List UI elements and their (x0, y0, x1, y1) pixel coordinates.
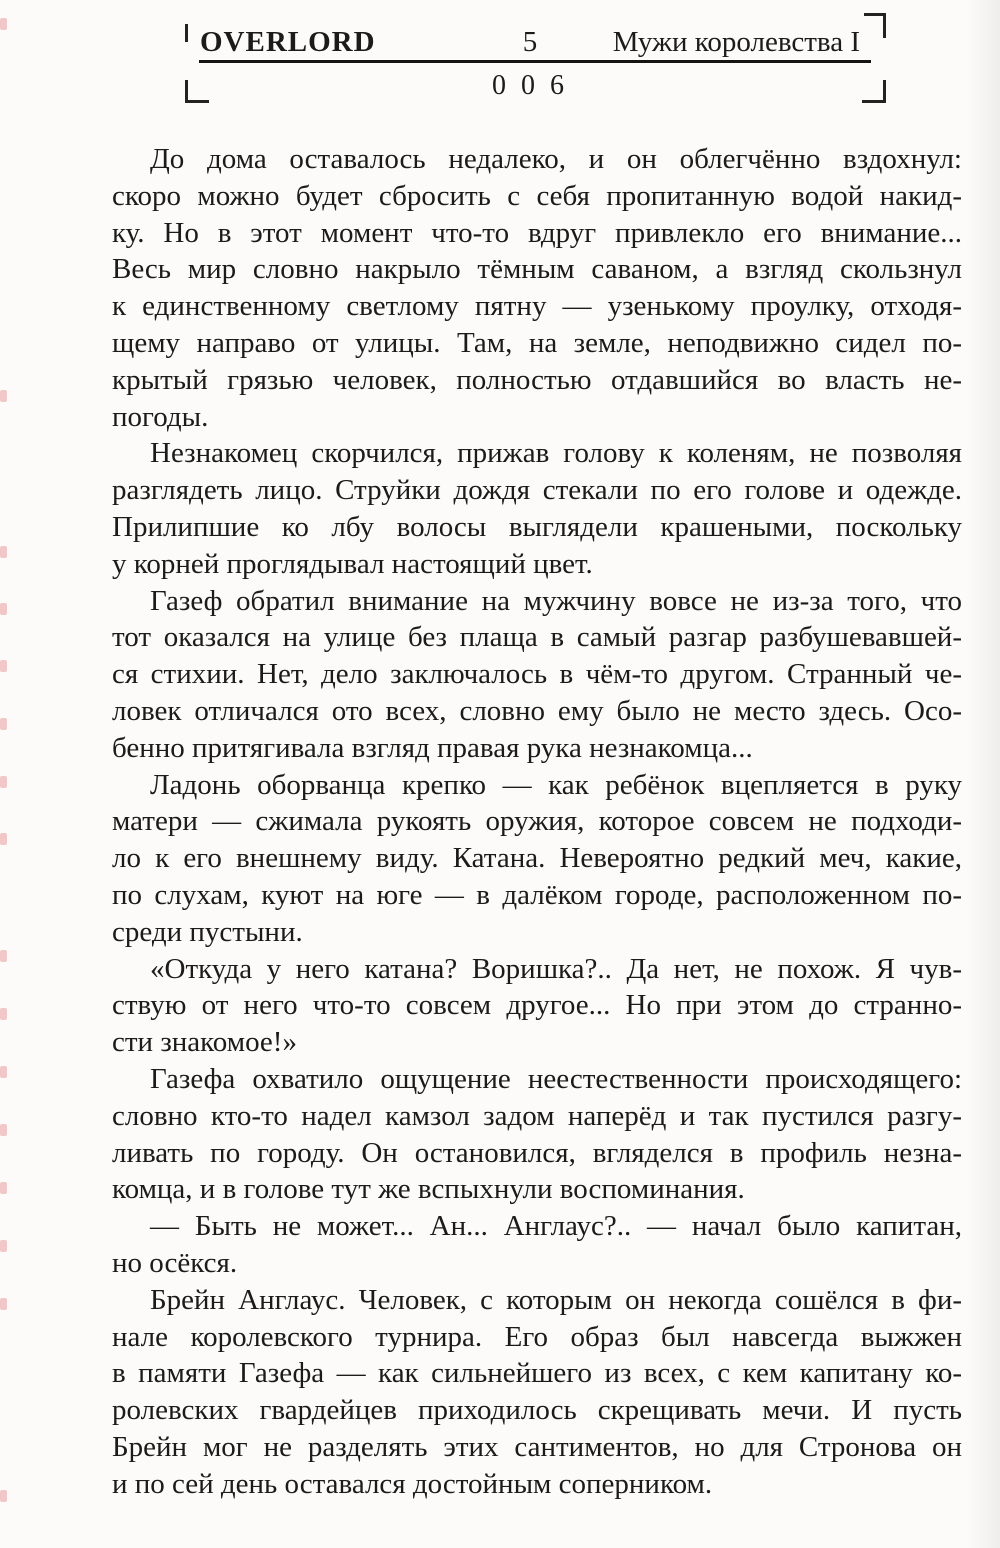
text-line: «Откуда у него катана? Воришка?.. Да нет, не похож. Я чув- (150, 952, 962, 985)
scan-edge-artifact (0, 660, 7, 672)
text-line: разглядеть лицо. Струйки дождя стекали по его голове и одежде. (112, 474, 962, 507)
crop-mark-top-right (864, 13, 886, 38)
text-line: тот оказался на улице без плаща в самый разгар разбушевавшей- (112, 621, 962, 654)
scan-edge-artifact (0, 1298, 7, 1310)
text-line: Газефа охватило ощущение неестественности происходящего: (150, 1062, 962, 1095)
text-line: Брейн Англаус. Человек, с которым он некогда сошёлся в фи- (150, 1283, 962, 1316)
header-chapter-title: Мужи королевства I (612, 26, 860, 58)
text-line: погоды. (112, 400, 209, 433)
scan-edge-artifact (0, 546, 7, 558)
text-line: Брейн мог не разделять этих сантиментов, но для Стронова он (112, 1430, 962, 1463)
text-line: комца, и в голове тут же вспыхнули воспоминания. (112, 1173, 745, 1206)
header-page-number: 5 (522, 26, 538, 58)
text-line: До дома оставалось недалеко, и он облегчённо вздохнул: (150, 143, 962, 175)
scan-edge-artifact (0, 1066, 7, 1078)
text-line: Прилипшие ко лбу волосы выглядели крашеными, поскольку (112, 510, 962, 543)
running-header (200, 26, 860, 58)
text-line: скоро можно будет сбросить с себя пропитанную водой накид- (112, 179, 962, 212)
text-line: бенно притягивала взгляд правая рука незнакомца... (112, 731, 753, 764)
scan-edge-shade (966, 0, 1000, 1548)
text-line: матери — сжимала рукоять оружия, которое совсем не подходи- (112, 805, 962, 838)
text-line: Ладонь оборванца крепко — как ребёнок вцепляется в руку (150, 768, 962, 801)
text-line: ку. Но в этот момент что-то вдруг привлекло его внимание... (112, 216, 962, 249)
text-line: но осёкся. (112, 1246, 238, 1279)
scan-edge-artifact (0, 390, 7, 402)
text-line: щему направо от улицы. Там, на земле, неподвижно сидел по- (112, 326, 962, 359)
text-line: ловек отличался ото всех, словно ему было не место здесь. Осо- (112, 694, 962, 727)
text-line: словно кто-то надел камзол задом наперёд и так пустился разгу- (112, 1099, 962, 1132)
crop-mark-top-left (185, 24, 188, 42)
scan-edge-artifact (0, 718, 7, 730)
body-text (112, 141, 962, 1502)
text-line: — Быть не может... Ан... Англаус?.. — начал было капитан, (150, 1210, 962, 1243)
text-line: Газеф обратил внимание на мужчину вовсе не из-за того, что (150, 584, 962, 617)
text-line: по слухам, куют на юге — в далёком городе, расположенном по- (112, 878, 962, 911)
header-rule (199, 60, 871, 63)
text-line: ливать по городу. Он остановился, вгляделся в профиль незна- (112, 1136, 962, 1169)
header-series-title: OVERLORD (200, 26, 376, 58)
scan-edge-artifact (0, 1008, 7, 1020)
text-line: ролевских гвардейцев приходилось скрещивать мечи. И пусть (112, 1394, 962, 1427)
text-line: ся стихии. Нет, дело заключалось в чём-то другом. Странный че- (112, 658, 962, 691)
scan-edge-artifact (0, 833, 7, 845)
scan-edge-artifact (0, 950, 7, 962)
scan-edge-artifact (0, 1182, 7, 1194)
scan-edge-artifact (0, 1124, 7, 1136)
scan-edge-artifact (0, 776, 7, 788)
text-line: и по сей день оставался достойным соперником. (112, 1467, 713, 1500)
folio-number: 0 0 6 (492, 70, 568, 101)
text-line: к единственному светлому пятну — узенькому проулку, отходя- (112, 290, 962, 323)
text-line: нале королевского турнира. Его образ был навсегда выжжен (112, 1320, 962, 1353)
text-line: сти знакомое!» (112, 1026, 297, 1059)
scan-edge-artifact (0, 1240, 7, 1252)
scan-edge-artifact (0, 18, 7, 30)
crop-mark-bottom-right (862, 80, 886, 103)
scan-edge-artifact (0, 603, 7, 615)
text-line: Весь мир словно накрыло тёмным саваном, а взгляд скользнул (112, 253, 962, 286)
text-line: в памяти Газефа — как сильнейшего из всех, с кем капитану ко- (112, 1357, 962, 1390)
scan-edge-artifact (0, 1490, 7, 1502)
text-line: крытый грязью человек, полностью отдавшийся во власть не- (112, 363, 962, 396)
text-line: Незнакомец скорчился, прижав голову к коленям, не позволяя (150, 437, 962, 470)
text-line: среди пустыни. (112, 915, 303, 948)
text-line: у корней проглядывал настоящий цвет. (112, 547, 593, 580)
text-line: ствую от него что-то совсем другое... Но при этом до странно- (112, 989, 962, 1022)
text-line: ло к его внешнему виду. Катана. Невероятно редкий меч, какие, (112, 842, 962, 875)
